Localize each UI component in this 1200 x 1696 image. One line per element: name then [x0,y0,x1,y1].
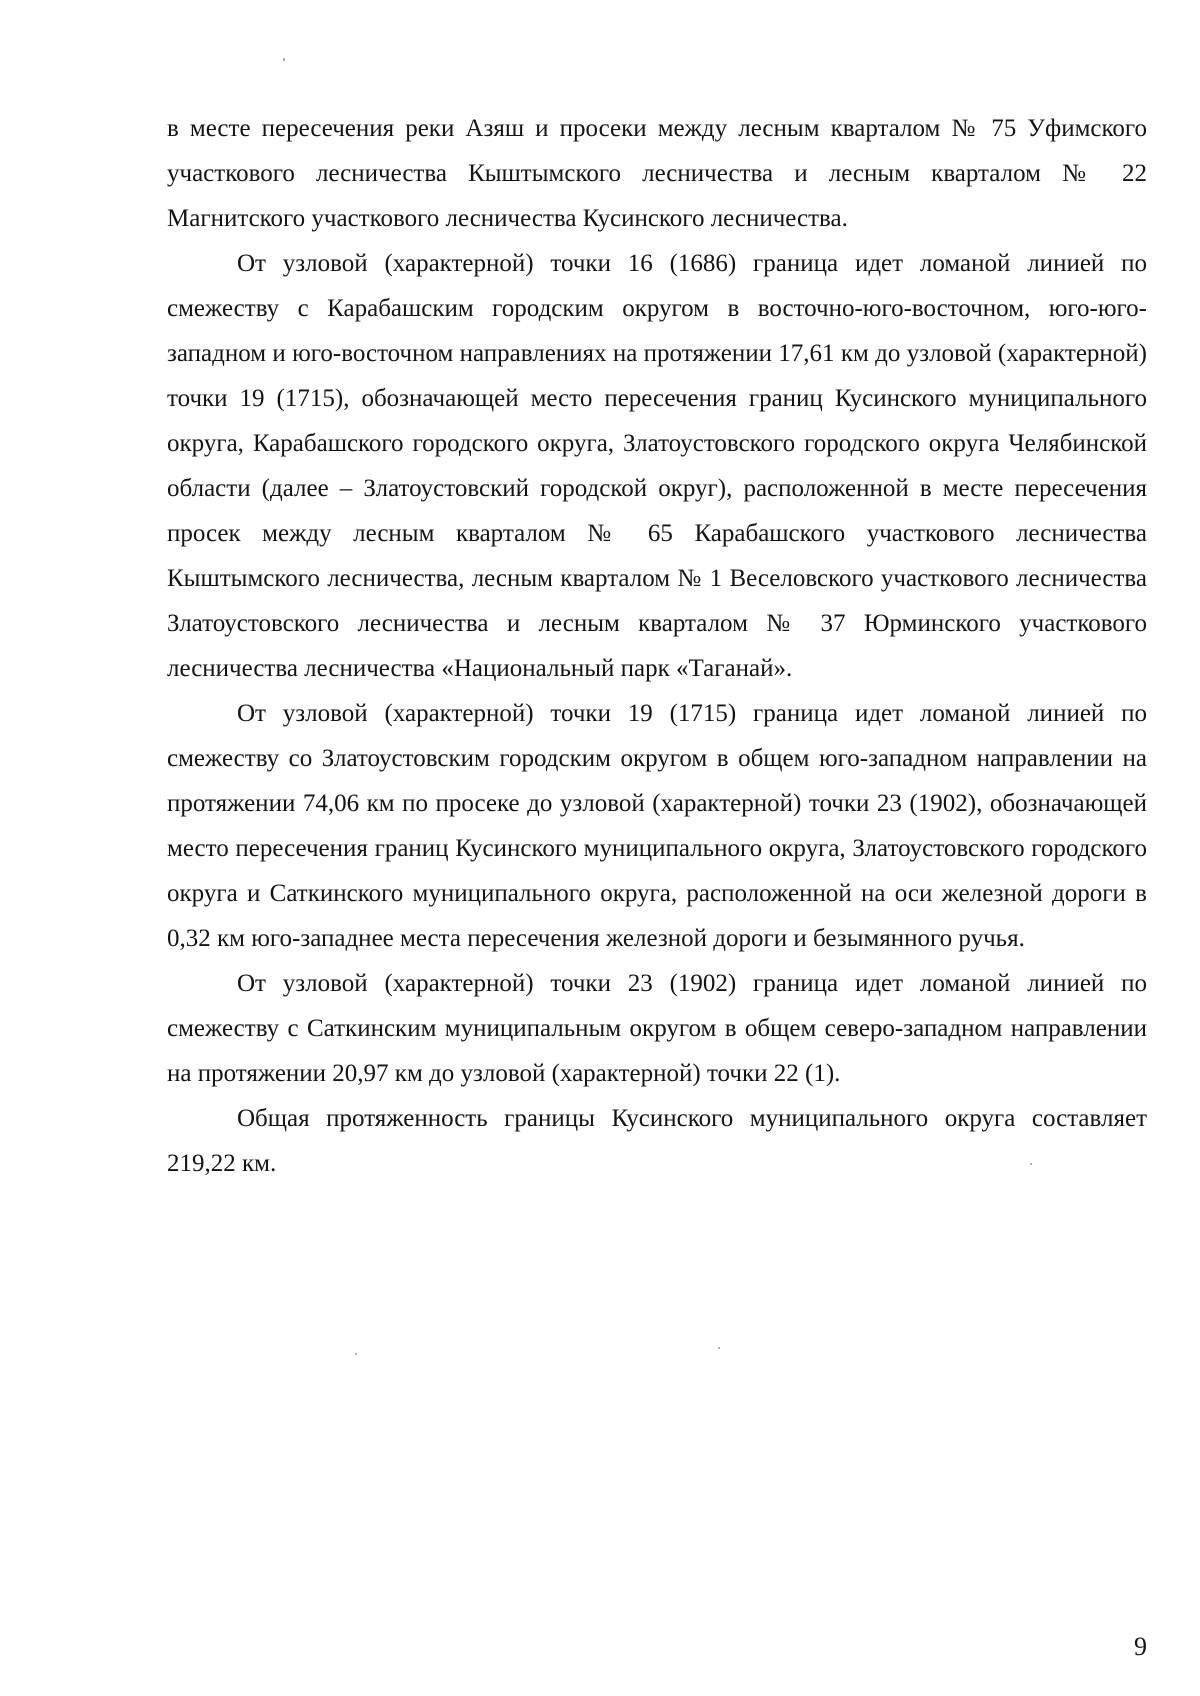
paragraph-segment-23-22: От узловой (характерной) точки 23 (1902) граница идет ломаной линией по смежеству с Саткинским муниципальным округом в общем северо-западном направлении на протяжении 20,97 км до узловой (характерной) точки 22 (1). [167,970,1147,1087]
paragraph-segment-19-23: От узловой (характерной) точки 19 (1715) граница идет ломаной линией по смежеству со Златоустовским городским округом в общем юго-западном направлении на протяжении 74,06 км по просеке до узловой (характерной) точки 23 (1902), обозначающей место пересечения границ Кусинского муниципального округа, Златоустовского городского округа и Саткинского муниципального округа, расположенной на оси железной дороги в 0,32 км юго-западнее места пересечения железной дороги и безымянного ручья. [167,700,1147,952]
paragraph-segment-16-19: От узловой (характерной) точки 16 (1686) граница идет ломаной линией по смежеству с Карабашским городским округом в восточно-юго-восточном, юго-юго-западном и юго-восточном направлениях на протяжении 17,61 км до узловой (характерной) точки 19 (1715), обозначающей место пересечения границ Кусинского муниципального округа, Карабашского городского округа, Златоустовского городского округа Челябинской области (далее – Златоустовский городской округ), расположенной в месте пересечения просек между лесным кварталом № 65 Карабашского участкового лесничества Кыштымского лесничества, лесным кварталом № 1 Веселовского участкового лесничества Златоустовского лесничества и лесным кварталом № 37 Юрминского участкового лесничества лесничества «Национальный парк «Таганай». [167,250,1147,682]
paragraph-continuation: в месте пересечения реки Азяш и просеки между лесным кварталом № 75 Уфимского участкового лесничества Кыштымского лесничества и лесным кварталом № 22 Магнитского участкового лесничества Кусинского лесничества. [167,115,1147,232]
scan-speck [355,1353,357,1355]
page-number: 9 [1134,1632,1147,1661]
scan-speck [283,58,285,61]
paragraph-total-length: Общая протяженность границы Кусинского муниципального округа составляет 219,22 км. [167,1105,1147,1177]
scan-speck [718,1347,720,1349]
document-body [167,106,1147,1186]
